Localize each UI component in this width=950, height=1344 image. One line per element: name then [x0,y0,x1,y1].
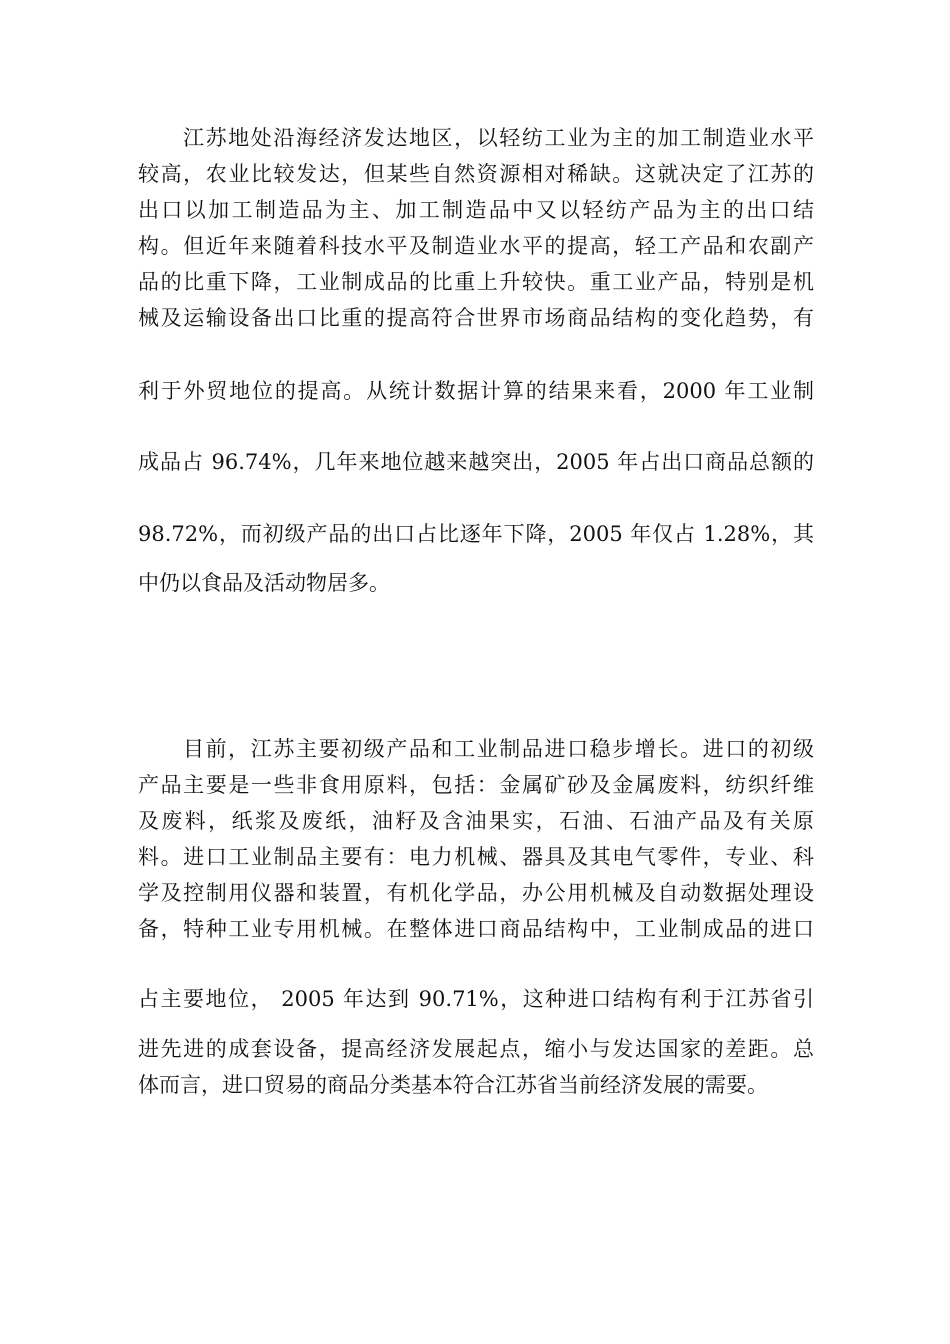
paragraph-line: 中仍以食品及活动物居多。 [138,571,390,595]
paragraph-line: 备，特种工业专用机械。在整体进口商品结构中，工业制成品的进口 [138,917,814,941]
paragraph-line: 械及运输设备出口比重的提高符合世界市场商品结构的变化趋势，有 [138,306,814,330]
paragraph-line: 目前，江苏主要初级产品和工业制品进口稳步增长。进口的初级 [183,737,814,761]
paragraph-line: 产品主要是一些非食用原料，包括：金属矿砂及金属废料，纺织纤维 [138,773,814,797]
paragraph-line: 利于外贸地位的提高。从统计数据计算的结果来看，2000 年工业制 [138,379,814,403]
paragraph-line: 学及控制用仪器和装置，有机化学品，办公用机械及自动数据处理设 [138,881,814,905]
paragraph-line: 构。但近年来随着科技水平及制造业水平的提高，轻工产品和农副产 [138,234,814,258]
paragraph-line: 占主要地位， 2005 年达到 90.71%，这种进口结构有利于江苏省引 [138,987,814,1011]
paragraph-line: 及废料，纸浆及废纸，油籽及含油果实，石油、石油产品及有关原 [138,809,814,833]
paragraph-line: 成品占 96.74%，几年来地位越来越突出，2005 年占出口商品总额的 [138,450,814,474]
paragraph-line: 料。进口工业制品主要有：电力机械、器具及其电气零件，专业、科 [138,845,814,869]
paragraph-line: 进先进的成套设备，提高经济发展起点，缩小与发达国家的差距。总 [138,1037,814,1061]
paragraph-line: 江苏地处沿海经济发达地区，以轻纺工业为主的加工制造业水平 [183,126,814,150]
paragraph-line: 体而言，进口贸易的商品分类基本符合江苏省当前经济发展的需要。 [138,1073,768,1097]
paragraph-line: 品的比重下降，工业制成品的比重上升较快。重工业产品，特别是机 [138,270,814,294]
paragraph-line: 98.72%，而初级产品的出口占比逐年下降，2005 年仅占 1.28%，其 [138,522,814,546]
paragraph-line: 出口以加工制造品为主、加工制造品中又以轻纺产品为主的出口结 [138,198,814,222]
paragraph-line: 较高，农业比较发达，但某些自然资源相对稀缺。这就决定了江苏的 [138,162,814,186]
